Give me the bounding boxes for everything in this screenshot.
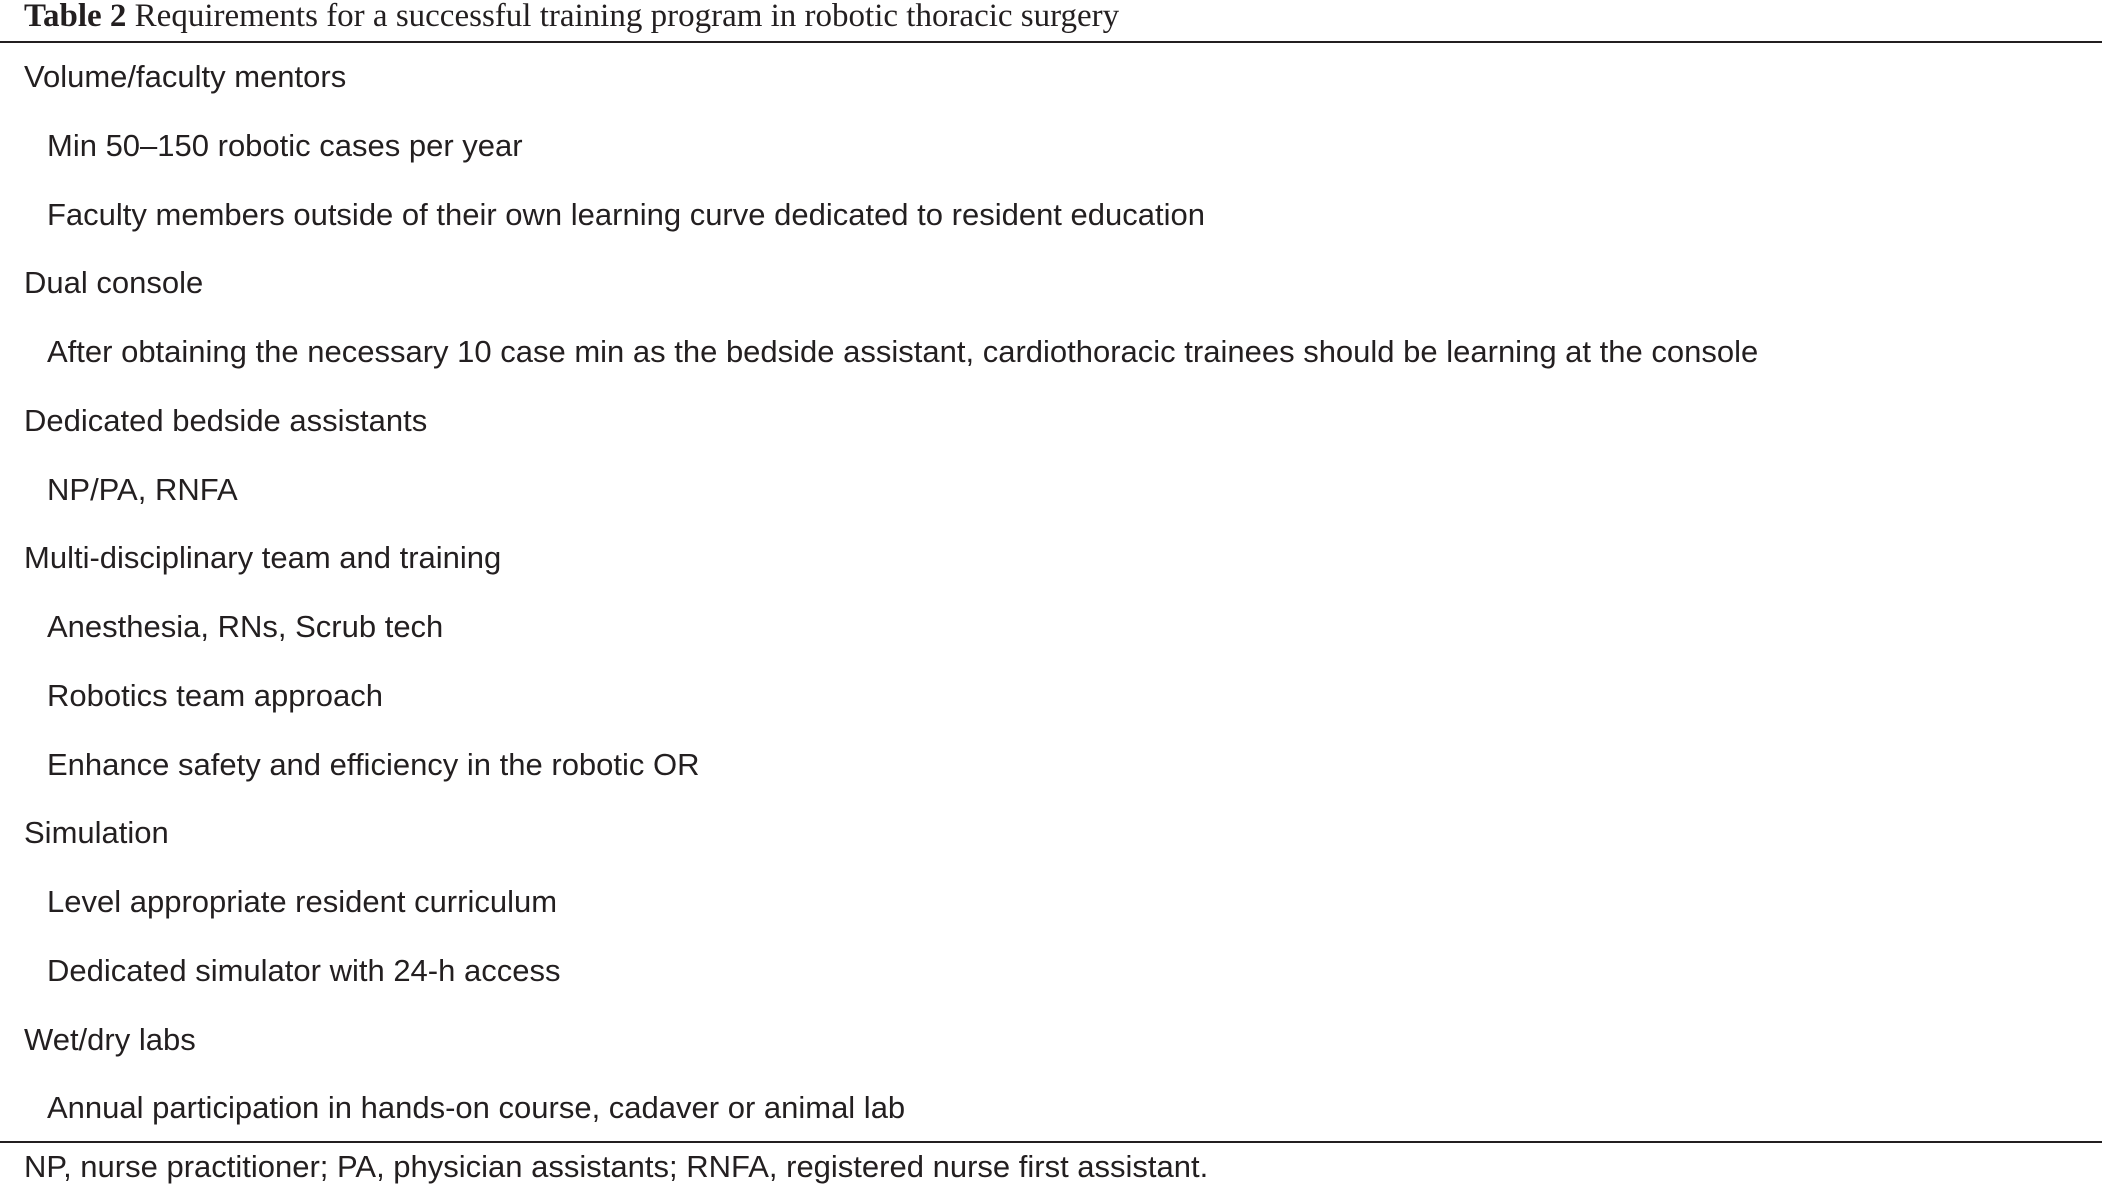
- table-number: Table 2: [24, 0, 127, 34]
- category-row: Wet/dry labs: [24, 1021, 196, 1057]
- item-row: Enhance safety and efficiency in the robotic OR: [47, 746, 700, 782]
- table-footnote: NP, nurse practitioner; PA, physician assistants; RNFA, registered nurse first assistant.: [24, 1149, 1209, 1184]
- item-row: Faculty members outside of their own learning curve dedicated to resident education: [47, 196, 1205, 232]
- item-row: Robotics team approach: [47, 677, 384, 713]
- category-row: Simulation: [24, 815, 169, 851]
- category-row: Dedicated bedside assistants: [24, 402, 428, 438]
- item-row: Min 50–150 robotic cases per year: [47, 127, 523, 163]
- table-body: [0, 43, 2102, 1143]
- category-row: Multi-disciplinary team and training: [24, 540, 502, 576]
- item-row: Anesthesia, RNs, Scrub tech: [47, 609, 444, 644]
- item-row: Level appropriate resident curriculum: [47, 884, 558, 919]
- item-row: Dedicated simulator with 24-h access: [47, 952, 561, 988]
- category-row: Volume/faculty mentors: [24, 59, 347, 94]
- item-row: After obtaining the necessary 10 case min as the bedside assistant, cardiothoracic trainees should be learning at the console: [47, 334, 1759, 369]
- item-row: NP/PA, RNFA: [47, 471, 238, 507]
- table-caption: [24, 0, 1119, 40]
- item-row: Annual participation in hands-on course, cadaver or animal lab: [47, 1090, 906, 1126]
- category-row: Dual console: [24, 265, 204, 301]
- table-title: Requirements for a successful training program in robotic thoracic surgery: [134, 0, 1120, 34]
